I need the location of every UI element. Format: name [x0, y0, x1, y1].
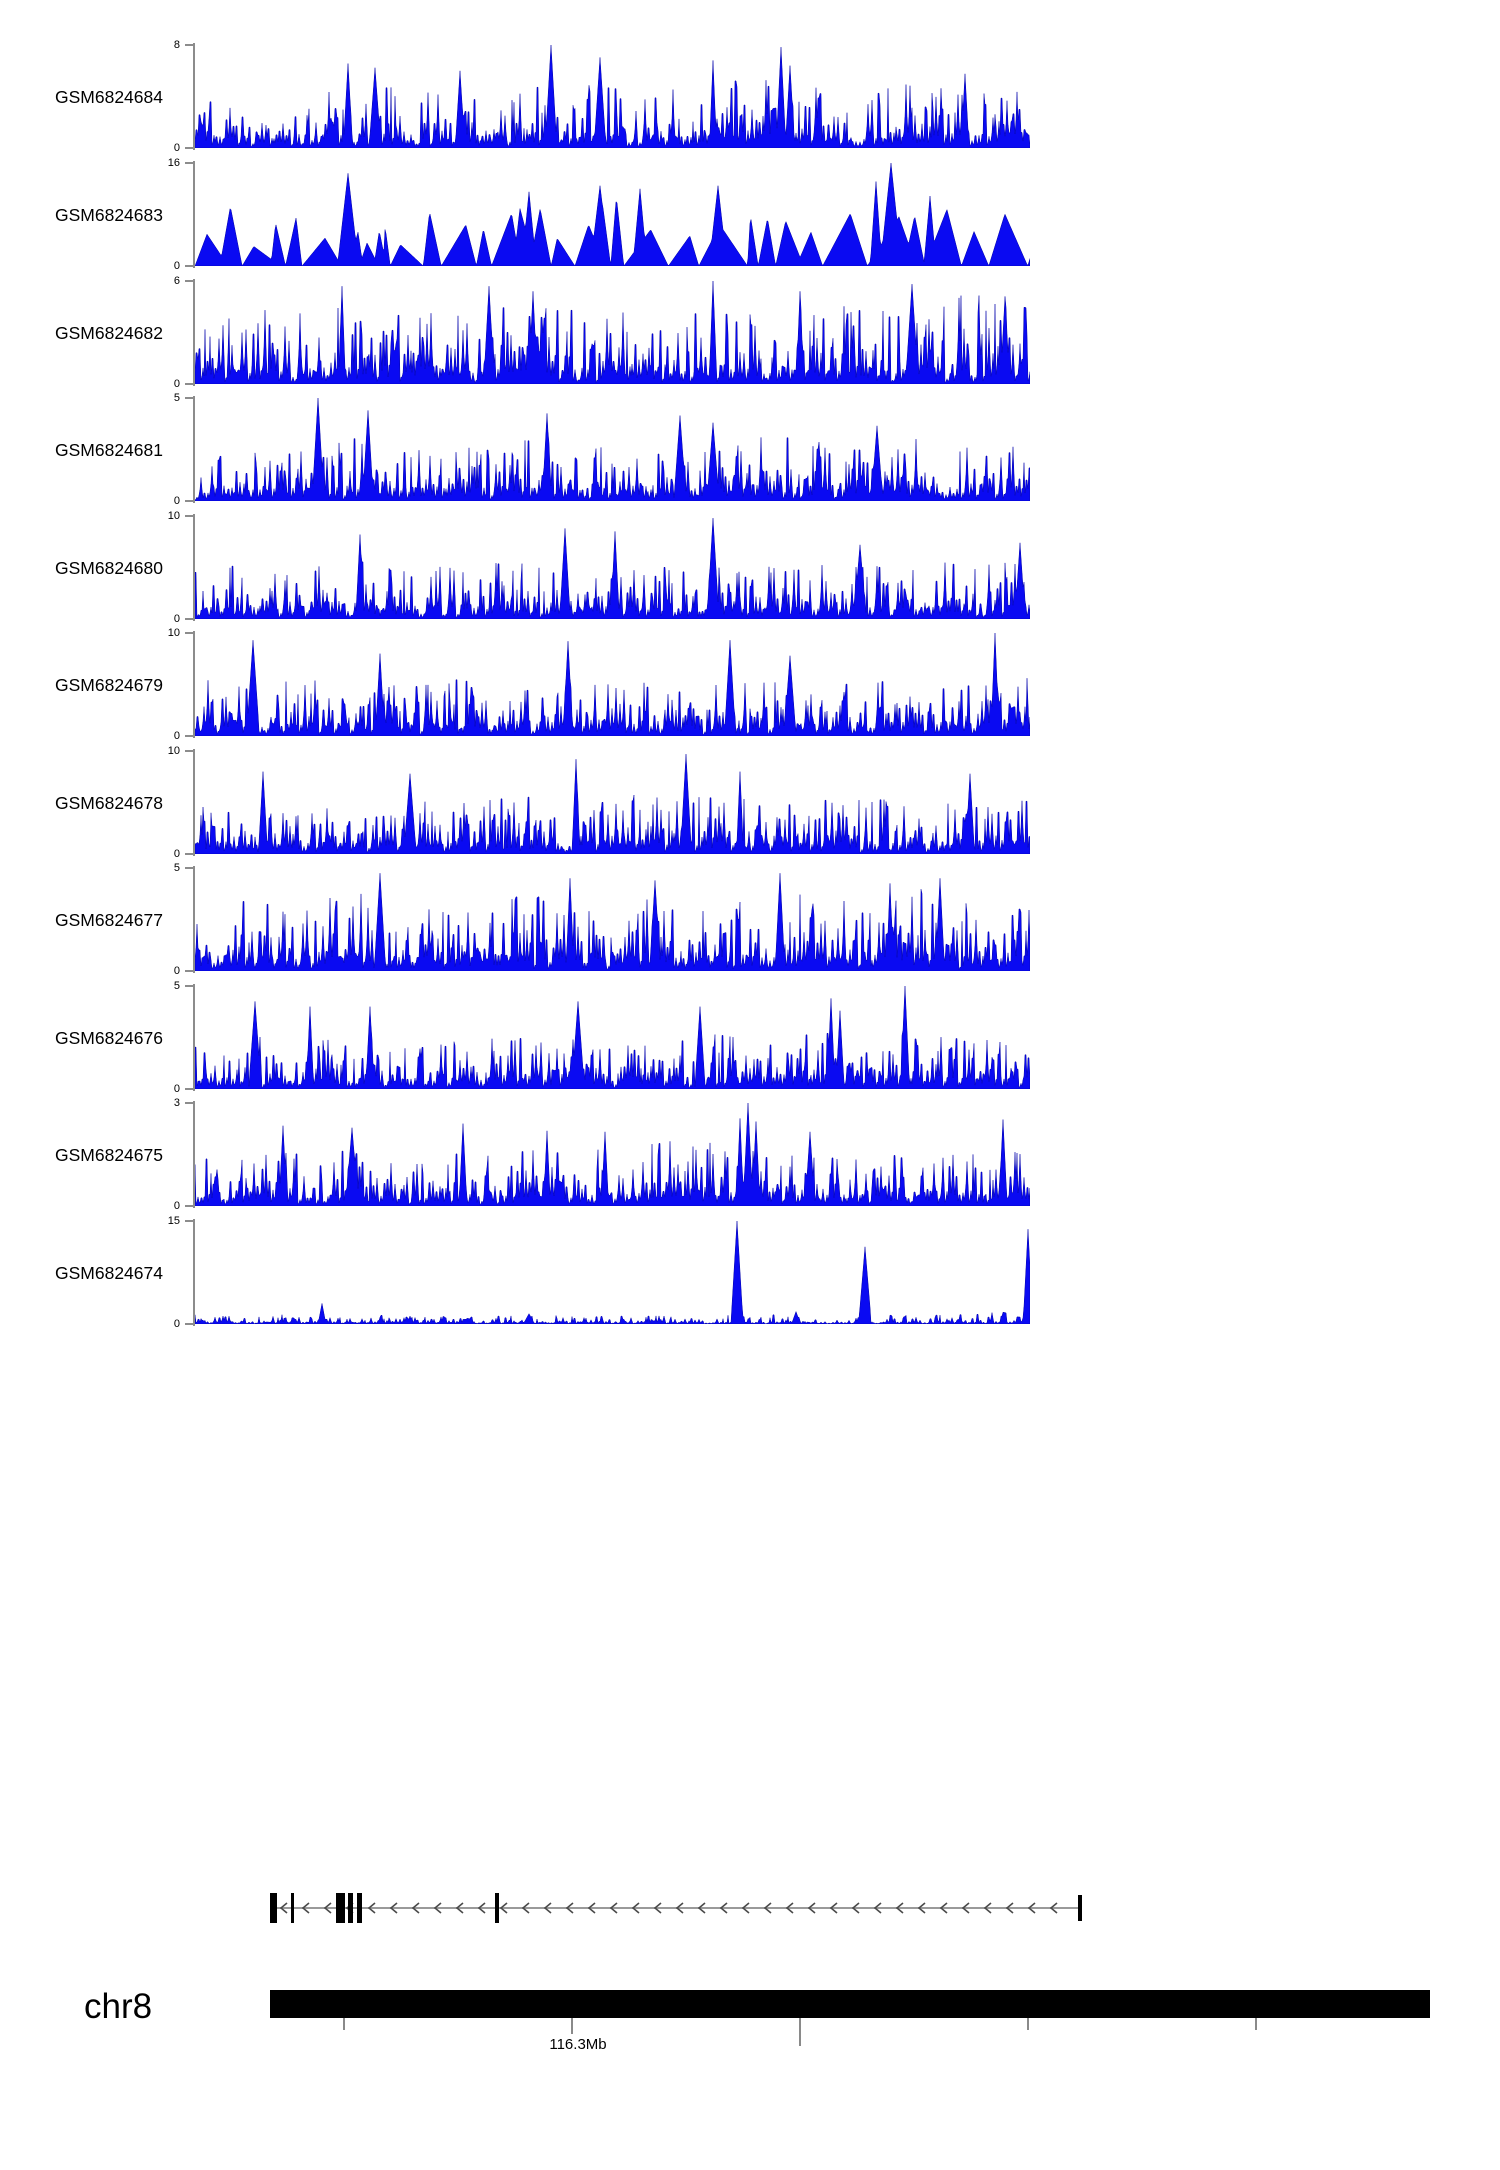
axis-position-label: 116.3Mb — [549, 2036, 607, 2053]
y-axis-max-tick — [185, 632, 193, 634]
y-axis-max-label: 10 — [167, 744, 180, 757]
y-axis-zero-tick — [185, 735, 193, 737]
gene-exon — [336, 1893, 345, 1923]
y-axis-zero-tick — [185, 1323, 193, 1325]
y-axis-max-label: 6 — [173, 274, 180, 287]
track-label: GSM6824676 — [55, 1027, 163, 1048]
y-axis-zero-tick — [185, 265, 193, 267]
y-axis-zero-label: 0 — [173, 1199, 180, 1212]
y-axis-zero-label: 0 — [173, 1082, 180, 1095]
gene-model-track — [0, 1878, 1500, 1938]
coverage-area — [195, 281, 1030, 384]
coverage-area — [195, 516, 1030, 619]
track-label: GSM6824675 — [55, 1144, 163, 1165]
y-axis-zero-tick — [185, 383, 193, 385]
y-axis-max-label: 5 — [173, 391, 180, 404]
gene-exon — [495, 1893, 499, 1923]
gene-exon — [357, 1893, 362, 1923]
y-axis-max-tick — [185, 397, 193, 399]
coverage-area — [195, 1103, 1030, 1206]
y-axis-zero-label: 0 — [173, 377, 180, 390]
coverage-area — [195, 1221, 1030, 1324]
y-axis-zero-label: 0 — [173, 612, 180, 625]
y-axis-zero-tick — [185, 1205, 193, 1207]
gene-exon — [270, 1893, 277, 1923]
coverage-area — [195, 45, 1030, 148]
y-axis-zero-tick — [185, 970, 193, 972]
y-axis-zero-tick — [185, 500, 193, 502]
track-label: GSM6824684 — [55, 86, 163, 107]
y-axis-max-tick — [185, 750, 193, 752]
coverage-area — [195, 163, 1030, 266]
y-axis-max-tick — [185, 162, 193, 164]
track-label: GSM6824678 — [55, 792, 163, 813]
track-label: GSM6824682 — [55, 322, 163, 343]
y-axis-max-label: 5 — [173, 979, 180, 992]
y-axis-zero-label: 0 — [173, 729, 180, 742]
gene-exon — [348, 1893, 353, 1923]
track-label: GSM6824677 — [55, 909, 163, 930]
track-label: GSM6824674 — [55, 1262, 163, 1283]
y-axis-max-label: 3 — [173, 1096, 180, 1109]
coverage-area — [195, 868, 1030, 971]
chromosome-axis-tick — [1255, 2018, 1257, 2030]
chromosome-ideogram — [270, 1990, 1430, 2018]
y-axis-max-tick — [185, 867, 193, 869]
y-axis-max-tick — [185, 985, 193, 987]
chromosome-axis-tick — [799, 2018, 801, 2046]
y-axis-zero-label: 0 — [173, 141, 180, 154]
y-axis-zero-tick — [185, 618, 193, 620]
gene-exon — [1078, 1895, 1082, 1921]
y-axis-max-tick — [185, 1102, 193, 1104]
track-label: GSM6824679 — [55, 674, 163, 695]
y-axis-zero-tick — [185, 147, 193, 149]
y-axis-max-tick — [185, 280, 193, 282]
y-axis-zero-label: 0 — [173, 259, 180, 272]
track-label: GSM6824683 — [55, 204, 163, 225]
coverage-area — [195, 986, 1030, 1089]
y-axis-max-tick — [185, 515, 193, 517]
y-axis-zero-tick — [185, 1088, 193, 1090]
coverage-area — [195, 633, 1030, 736]
y-axis-max-label: 15 — [167, 1214, 180, 1227]
y-axis-max-label: 10 — [167, 509, 180, 522]
track-label: GSM6824680 — [55, 557, 163, 578]
coverage-area — [195, 398, 1030, 501]
y-axis-max-label: 16 — [167, 156, 180, 169]
y-axis-max-tick — [185, 44, 193, 46]
track-label: GSM6824681 — [55, 439, 163, 460]
y-axis-max-label: 5 — [173, 861, 180, 874]
y-axis-max-tick — [185, 1220, 193, 1222]
y-axis-zero-tick — [185, 853, 193, 855]
y-axis-max-label: 8 — [173, 38, 180, 51]
chromosome-axis-tick — [571, 2018, 573, 2034]
gene-exon — [291, 1893, 294, 1923]
chromosome-label: chr8 — [84, 1987, 153, 2026]
coverage-area — [195, 751, 1030, 854]
y-axis-zero-label: 0 — [173, 964, 180, 977]
y-axis-zero-label: 0 — [173, 847, 180, 860]
y-axis-max-label: 10 — [167, 626, 180, 639]
chromosome-axis-tick — [1027, 2018, 1029, 2030]
y-axis-zero-label: 0 — [173, 494, 180, 507]
chromosome-axis-tick — [343, 2018, 345, 2030]
y-axis-zero-label: 0 — [173, 1317, 180, 1330]
